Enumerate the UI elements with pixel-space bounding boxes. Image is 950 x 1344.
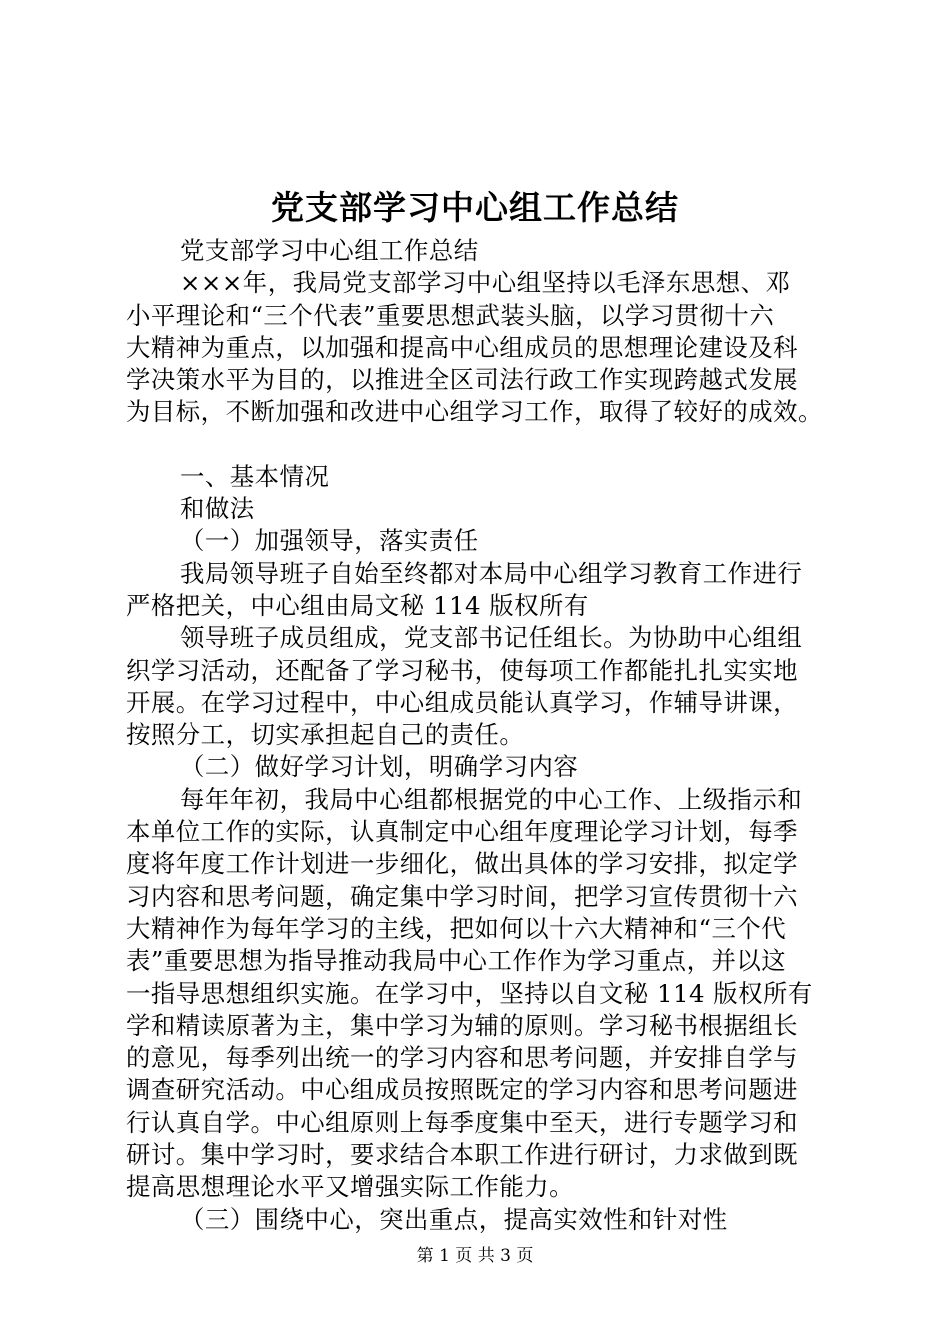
text-line: 大精神作为每年学习的主线，把如何以十六大精神和“三个代 bbox=[126, 913, 787, 943]
text-line: 每年年初，我局中心组都根据党的中心工作、上级指示和 bbox=[180, 784, 803, 814]
text-line: 织学习活动，还配备了学习秘书，使每项工作都能扎扎实实地 bbox=[126, 655, 799, 685]
intro-paragraph bbox=[126, 267, 838, 428]
paragraph-1 bbox=[126, 558, 838, 623]
text-line: 调查研究活动。中心组成员按照既定的学习内容和思考问题进 bbox=[126, 1075, 799, 1105]
text-line: 开展。在学习过程中，中心组成员能认真学习，作辅导讲课， bbox=[126, 687, 799, 717]
document-title: 党支部学习中心组工作总结 bbox=[271, 188, 679, 227]
section-heading-1: 一、基本情况 bbox=[180, 461, 330, 491]
text-line: 的意见，每季列出统一的学习内容和思考问题，并安排自学与 bbox=[126, 1043, 799, 1073]
text-line: 表”重要思想为指导推动我局中心工作作为学习重点，并以这 bbox=[126, 946, 787, 976]
document-body bbox=[126, 235, 838, 1236]
subheading-2: （二）做好学习计划，明确学习内容 bbox=[180, 752, 579, 782]
text-line: 小平理论和“三个代表”重要思想武装头脑，以学习贯彻十六 bbox=[126, 300, 775, 330]
text-line: 习内容和思考问题，确定集中学习时间，把学习宣传贯彻十六 bbox=[126, 881, 799, 911]
text-line: 为目标，不断加强和改进中心组学习工作，取得了较好的成效。 bbox=[126, 397, 823, 427]
subtitle-line: 党支部学习中心组工作总结 bbox=[180, 236, 479, 265]
text-line: 我局领导班子自始至终都对本局中心组学习教育工作进行 bbox=[180, 558, 803, 588]
text-line: 领导班子成员组成，党支部书记任组长。为协助中心组组 bbox=[180, 623, 803, 653]
text-line: 本单位工作的实际，认真制定中心组年度理论学习计划，每季 bbox=[126, 817, 799, 847]
text-line: 提高思想理论水平又增强实际工作能力。 bbox=[126, 1172, 575, 1202]
page-footer: 第 1 页 共 3 页 bbox=[416, 1246, 534, 1266]
text-line: ×××年，我局党支部学习中心组坚持以毛泽东思想、邓 bbox=[180, 268, 791, 298]
subheading-3: （三）围绕中心，突出重点，提高实效性和针对性 bbox=[180, 1204, 728, 1234]
text-line: 学决策水平为目的，以推进全区司法行政工作实现跨越式发展 bbox=[126, 365, 799, 395]
paragraph-3 bbox=[126, 784, 838, 1204]
text-line: 学和精读原著为主，集中学习为辅的原则。学习秘书根据组长 bbox=[126, 1010, 799, 1040]
text-line: 严格把关，中心组由局文秘 114 版权所有 bbox=[126, 590, 589, 620]
text-line: 研讨。集中学习时，要求结合本职工作进行研讨，力求做到既 bbox=[126, 1140, 799, 1170]
subheading-1: （一）加强领导，落实责任 bbox=[180, 526, 479, 556]
paragraph-2 bbox=[126, 622, 838, 751]
text-line: 行认真自学。中心组原则上每季度集中至天，进行专题学习和 bbox=[126, 1107, 799, 1137]
text-line: 按照分工，切实承担起自己的责任。 bbox=[126, 720, 525, 750]
text-line: 一指导思想组织实施。在学习中，坚持以自文秘 114 版权所有 bbox=[126, 978, 813, 1008]
text-line: 度将年度工作计划进一步细化，做出具体的学习安排，拟定学 bbox=[126, 849, 799, 879]
text-line: 大精神为重点，以加强和提高中心组成员的思想理论建设及科 bbox=[126, 332, 799, 362]
section-heading-1-cont: 和做法 bbox=[180, 494, 255, 524]
